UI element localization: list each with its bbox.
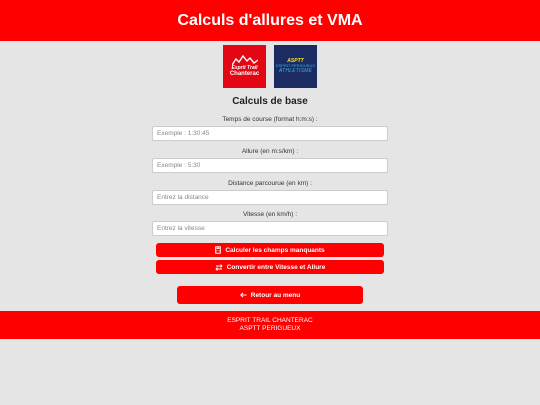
speed-label: Vitesse (en km/h) :	[242, 211, 298, 218]
section-title: Calculs de base	[232, 96, 308, 107]
arrow-left-icon	[240, 292, 247, 298]
exchange-icon	[215, 264, 223, 271]
distance-input[interactable]	[152, 190, 388, 205]
convert-button-label: Convertir entre Vitesse et Allure	[226, 263, 326, 271]
logo-asptt-middle: ESPRIT PERIGUEUX	[275, 63, 316, 69]
page-title: Calculs d'allures et VMA	[177, 11, 363, 29]
logo-bar	[0, 45, 540, 88]
app-header	[0, 0, 540, 41]
calculate-button-label: Calculer les champs manquants	[225, 246, 325, 254]
back-button-label: Retour au menu	[250, 291, 301, 299]
logo-trail-line1: Esprit Trail	[231, 64, 258, 71]
mountain-icon	[232, 55, 258, 65]
calculate-button[interactable]	[156, 243, 384, 257]
asptt-logo	[274, 45, 317, 88]
app-footer	[0, 311, 540, 339]
footer-line2: ASPTT PERIGUEUX	[239, 325, 301, 332]
time-label: Temps de course (format h:m:s) :	[222, 116, 318, 123]
calculator-icon	[215, 246, 221, 254]
esprit-trail-logo	[223, 45, 266, 88]
convert-button[interactable]	[156, 260, 384, 274]
time-input[interactable]	[152, 126, 388, 141]
logo-trail-line2: Chanterac	[229, 71, 260, 78]
speed-input[interactable]	[152, 221, 388, 236]
logo-asptt-bottom: ATHLETISME	[278, 67, 313, 74]
distance-label: Distance parcourue (en km) :	[228, 180, 312, 187]
pace-label: Allure (en m:s/km) :	[241, 148, 299, 155]
back-to-menu-button[interactable]	[177, 286, 363, 304]
logo-asptt-top: ASPTT	[287, 57, 304, 64]
footer-line1: ESPRIT TRAIL CHANTERAC	[227, 316, 313, 324]
pace-input[interactable]	[152, 158, 388, 173]
